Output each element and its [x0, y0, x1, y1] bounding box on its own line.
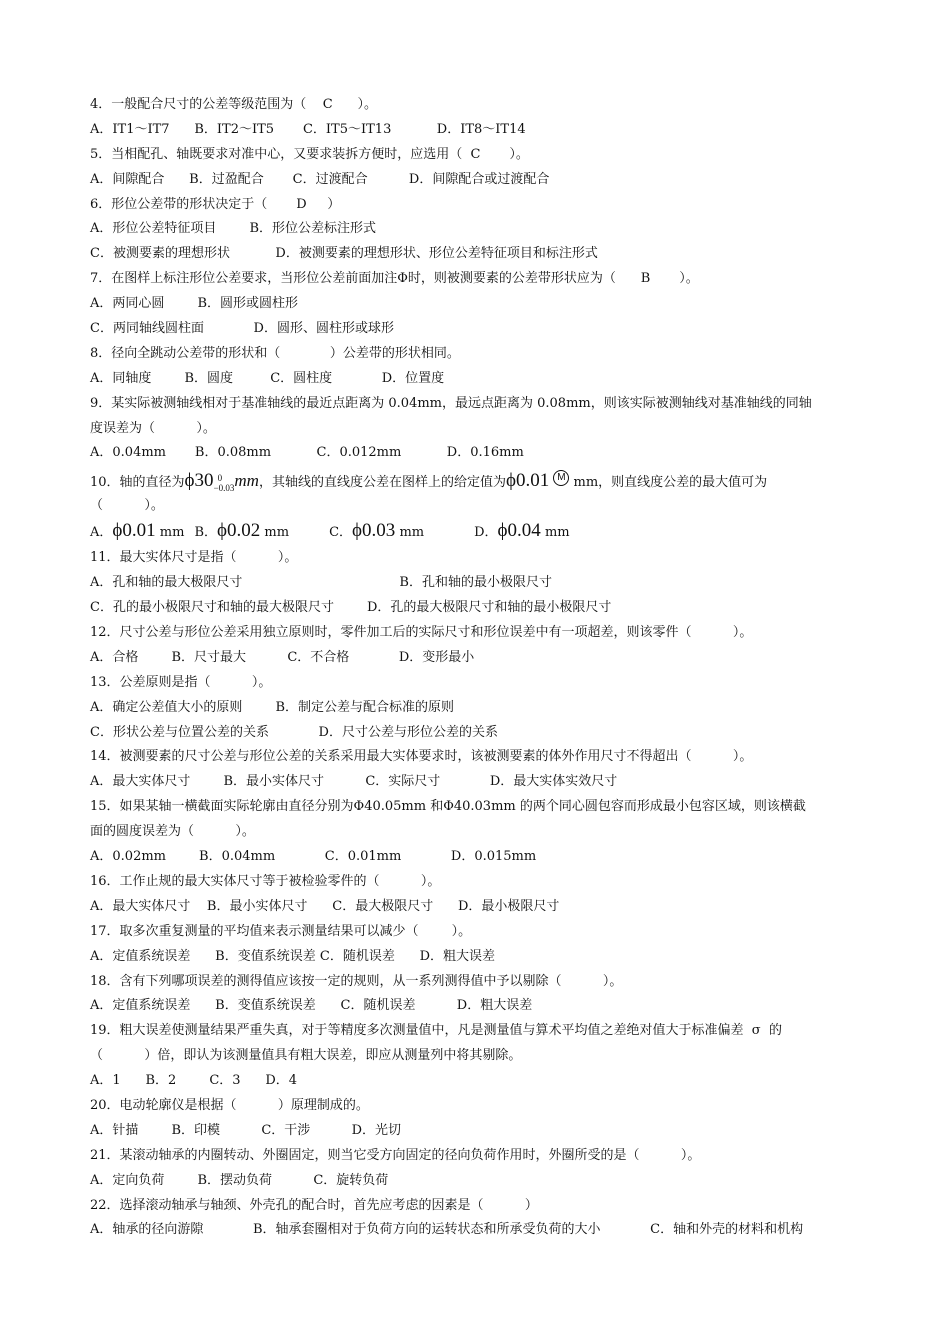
q10-upper-deviation: 0 [217, 472, 223, 483]
question-6: 6．形位公差带的形状决定于（ D ） [90, 196, 341, 212]
options-16: A．最大实体尺寸 B．最小实体尺寸 C．最大极限尺寸 D．最小极限尺寸 [90, 898, 560, 914]
question-9-line2: 度误差为（ ）。 [90, 420, 216, 436]
q10-lower-deviation: −0.03 [213, 482, 235, 493]
max-material-condition-icon: M [553, 470, 569, 486]
option-10-c: C．ϕ0.03 mm [329, 520, 425, 542]
option-10-a: A．ϕ0.01 mm [90, 520, 185, 542]
q10-prefix: 10．轴的直径为 [90, 475, 185, 491]
q10-phi001: ϕ0.01 [505, 470, 550, 492]
question-21: 21．某滚动轴承的内圈转动、外圈固定，则当它受方向固定的径向负荷作用时，外圈所受的是（ ）。 [90, 1147, 701, 1163]
options-22: A．轴承的径向游隙 B．轴承套圈相对于负荷方向的运转状态和所承受负荷的大小 C．轴和外壳的材料和机构 [90, 1222, 804, 1238]
options-11-row2: C．孔的最小极限尺寸和轴的最大极限尺寸 D．孔的最大极限尺寸和轴的最小极限尺寸 [90, 600, 612, 616]
question-12: 12．尺寸公差与形位公差采用独立原则时，零件加工后的实际尺寸和形位误差中有一项超差，则该零件（ ）。 [90, 625, 753, 641]
options-11-row1: A．孔和轴的最大极限尺寸 B．孔和轴的最小极限尺寸 [90, 575, 552, 591]
options-10 [90, 516, 870, 546]
question-18: 18．含有下列哪项误差的测得值应该按一定的规则，从一系列测得值中予以剔除（ ）。 [90, 973, 623, 989]
options-8: A．同轴度 B．圆度 C．圆柱度 D．位置度 [90, 370, 445, 386]
options-5: A．间隙配合 B．过盈配合 C．过渡配合 D．间隙配合或过渡配合 [90, 171, 550, 187]
question-11: 11．最大实体尺寸是指（ ）。 [90, 550, 298, 566]
q10-mid: ，其轴线的直线度公差在图样上的给定值为 [258, 475, 506, 491]
question-9-line1: 9．某实际被测轴线相对于基准轴线的最近点距离为 0.04mm，最远点距离为 0.08mm，则该实际被测轴线对基准轴线的同轴 [90, 395, 812, 411]
options-14: A．最大实体尺寸 B．最小实体尺寸 C．实际尺寸 D．最大实体实效尺寸 [90, 774, 618, 790]
question-10-line2: （ ）。 [90, 498, 164, 514]
question-8: 8．径向全跳动公差带的形状和（ ）公差带的形状相同。 [90, 345, 460, 361]
question-20: 20．电动轮廓仪是根据（ ）原理制成的。 [90, 1097, 369, 1113]
document-page [90, 93, 870, 1243]
q10-unit: mm [234, 471, 259, 491]
q10-tail: mm，则直线度公差的最大值可为 [569, 475, 768, 491]
options-17: A．定值系统误差 B．变值系统误差 C．随机误差 D．粗大误差 [90, 948, 496, 964]
option-10-d: D．ϕ0.04 mm [474, 520, 570, 542]
question-15-line2: 面的圆度误差为（ ）。 [90, 824, 255, 840]
q10-tolerance [214, 473, 235, 493]
question-16: 16．工作止规的最大实体尺寸等于被检验零件的（ ）。 [90, 873, 441, 889]
question-22: 22．选择滚动轴承与轴颈、外壳孔的配合时，首先应考虑的因素是（ ） [90, 1197, 538, 1213]
options-15: A．0.02mm B．0.04mm C．0.01mm D．0.015mm [90, 849, 537, 865]
options-12: A．合格 B．尺寸最大 C．不合格 D．变形最小 [90, 649, 475, 665]
question-17: 17．取多次重复测量的平均值来表示测量结果可以减少（ ）。 [90, 923, 472, 939]
question-10-line1 [90, 466, 870, 496]
question-19-line2: （ ）倍，即认为该测量值具有粗大误差，即应从测量列中将其剔除。 [90, 1048, 522, 1064]
question-14: 14．被测要素的尺寸公差与形位公差的关系采用最大实体要求时，该被测要素的体外作用尺寸不得超出（ ）。 [90, 749, 753, 765]
question-5: 5．当相配孔、轴既要求对准中心，又要求装拆方便时，应选用（ C ）。 [90, 146, 529, 162]
question-15-line1: 15．如果某轴一横截面实际轮廓由直径分别为Φ40.05mm 和Φ40.03mm 的两个同心圆包容而形成最小包容区域，则该横截 [90, 799, 806, 815]
options-4: A．IT1～IT7 B．IT2～IT5 C．IT5～IT13 D．IT8～IT14 [90, 121, 526, 137]
options-7-row1: A．两同心圆 B．圆形或圆柱形 [90, 296, 299, 312]
options-13-row2: C．形状公差与位置公差的关系 D．尺寸公差与形位公差的关系 [90, 724, 498, 740]
options-18: A．定值系统误差 B．变值系统误差 C．随机误差 D．粗大误差 [90, 998, 533, 1014]
question-13: 13．公差原则是指（ ）。 [90, 674, 272, 690]
options-7-row2: C．两同轴线圆柱面 D．圆形、圆柱形或球形 [90, 321, 394, 337]
question-4: 4．一般配合尺寸的公差等级范围为（ C ）。 [90, 97, 378, 112]
question-7: 7．在图样上标注形位公差要求，当形位公差前面加注Φ时，则被测要素的公差带形状应为（ B ）。 [90, 271, 699, 287]
options-9: A．0.04mm B．0.08mm C．0.012mm D．0.16mm [90, 445, 524, 461]
options-21: A．定向负荷 B．摆动负荷 C．旋转负荷 [90, 1172, 389, 1188]
question-19-line1: 19．粗大误差使测量结果严重失真，对于等精度多次测量值中，凡是测量值与算术平均值之差绝对值大于标准偏差 σ 的 [90, 1023, 782, 1039]
options-19: A．1 B．2 C．3 D．4 [90, 1073, 298, 1089]
options-6-row1: A．形位公差特征项目 B．形位公差标注形式 [90, 221, 377, 237]
options-20: A．针描 B．印模 C．干涉 D．光切 [90, 1122, 402, 1138]
option-10-b: B．ϕ0.02 mm [194, 520, 290, 542]
options-6-row2: C．被测要素的理想形状 D．被测要素的理想形状、形位公差特征项目和标注形式 [90, 246, 598, 262]
options-13-row1: A．确定公差值大小的原则 B．制定公差与配合标准的原则 [90, 699, 455, 715]
q10-phi30: ϕ30 [184, 470, 214, 492]
